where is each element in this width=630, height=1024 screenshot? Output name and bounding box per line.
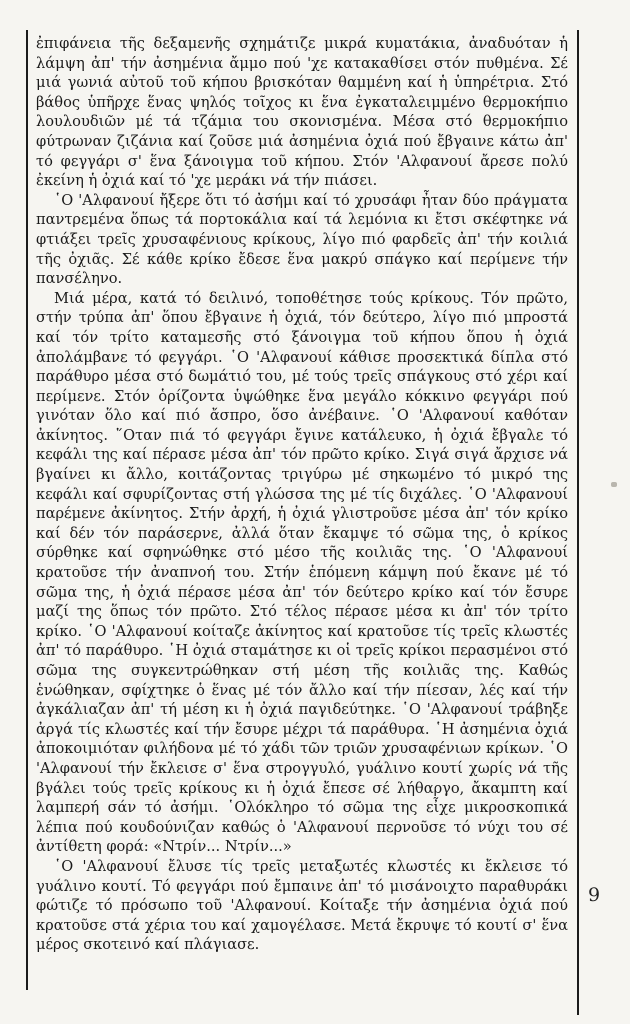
body-text — [36, 34, 568, 955]
left-margin-rule — [26, 30, 28, 990]
paragraph-1: ἐπιφάνεια τῆς δεξαμενῆς σχημάτιζε μικρά κυματάκια, ἀναδυόταν ἡ λάμψη ἀπ' τήν ἀσημένια ἄμμο πού 'χε κατακαθίσει στόν πυθμένα. Σέ μιά γωνιά αὐτοῦ τοῦ κήπου βρισκόταν θαμμένη καί ἡ ὑπηρέτρια. Στό βάθος ὑπῆρχε ἕνας ψηλός τοῖχος κι ἕνα ἐγκαταλειμμένο θερμοκήπιο λουλουδιῶν μέ τά τζάμια του σκονισμένα. Μέσα στό θερμοκήπιο φύτρωναν ζιζάνια καί ζοῦσε μιά ἀσημένια ὀχιά πού ἔβγαινε κάτω ἀπ' τό φεγγάρι σ' ἕνα ξάνοιγμα τοῦ κήπου. Στόν 'Αλφανουί ἄρεσε πολύ ἐκείνη ἡ ὀχιά καί τό 'χε μεράκι νά τήν πιάσει. — [36, 35, 568, 190]
right-margin-rule — [577, 30, 579, 1015]
page-number: 9 — [588, 884, 601, 906]
paragraph-3: Μιά μέρα, κατά τό δειλινό, τοποθέτησε τούς κρίκους. Τόν πρῶτο, στήν τρύπα ἀπ' ὅπου ἔβγαινε ἡ ὀχιά, τόν δεύτερο, λίγο πιό μπροστά καί τόν τρίτο καταμεσῆς στό ξάνοιγμα τοῦ κήπου ὅπου ἡ ὀχιά ἀπολάμβανε τό φεγγάρι. ῾Ο 'Αλφανουί κάθισε προσεκτικά δίπλα στό παράθυρο μέσα στό δωμάτιό του, μέ τούς τρεῖς σπάγκους στό χέρι καί περίμενε. Στόν ὁρίζοντα ὑψώθηκε ἕνα μεγάλο κόκκινο φεγγάρι πού γινόταν ὅλο καί πιό ἄσπρο, ὅσο ἀνέβαινε. ῾Ο 'Αλφανουί καθόταν ἀκίνητος. ῞Οταν πιά τό φεγγάρι ἔγινε κατάλευκο, ἡ ὀχιά ἔβγαλε τό κεφάλι της καί πέρασε μέσα ἀπ' τόν πρῶτο κρίκο. Σιγά σιγά ἄρχισε νά βγαίνει κι ἄλλο, κοιτάζοντας τριγύρω μέ σηκωμένο τό μικρό της κεφάλι καί σφυρίζοντας στή γλώσσα της μέ τίς διχάλες. ῾Ο 'Αλφανουί παρέμενε ἀκίνητος. Στήν ἀρχή, ἡ ὀχιά γλιστροῦσε μέσα ἀπ' τόν κρίκο καί δέν τόν παράσερνε, ἀλλά ὅταν ἔκαμψε τό σῶμα της, ὁ κρίκος σύρθηκε καί σφηνώθηκε στό μέσο τῆς κοιλιᾶς της. ῾Ο 'Αλφανουί κρατοῦσε τήν ἀναπνοή του. Στήν ἑπόμενη κάμψη πού ἔκανε μέ τό σῶμα της, ἡ ὀχιά πέρασε μέσα ἀπ' τόν δεύτερο κρίκο καί τόν ἔσυρε μαζί της ὅπως τόν πρῶτο. Στό τέλος πέρασε μέσα κι ἀπ' τόν τρίτο κρίκο. ῾Ο 'Αλφανουί κοίταζε ἀκίνητος καί κρατοῦσε τίς τρεῖς κλωστές ἀπ' τό παράθυρο. ῾Η ὀχιά σταμάτησε κι οἱ τρεῖς κρίκοι περασμένοι στό σῶμα της συγκεντρώθηκαν στή μέση τῆς κοιλιᾶς της. Καθώς ἑνώθηκαν, σφίχτηκε ὁ ἕνας μέ τόν ἄλλο καί τήν πίεσαν, λές καί τήν ἀγκάλιαζαν ἀπ' τή μέση κι ἡ ὀχιά παγιδεύτηκε. ῾Ο 'Αλφανουί τράβηξε ἀργά τίς κλωστές καί τήν ἔσυρε μέχρι τά παράθυρα. ῾Η ἀσημένια ὀχιά ἀποκοιμιόταν φιλήδονα μέ τό χάδι τῶν τριῶν χρυσαφένιων κρίκων. ῾Ο 'Αλφανουί τήν ἔκλεισε σ' ἕνα στρογγυλό, γυάλινο κουτί χωρίς νά τῆς βγάλει τούς τρεῖς κρίκους κι ἡ ὀχιά ἔπεσε σέ λήθαργο, ἄκαμπτη καί λαμπερή σάν τό ἀσήμι. ῾Ολόκληρο τό σῶμα της εἶχε μικροσκοπικά λέπια πού κουδούνιζαν καθώς ὁ 'Αλφανουί περνοῦσε τό νύχι του σέ ἀντίθετη φορά: «Ντρίν... Ντρίν...» — [36, 289, 568, 856]
scan-speck — [611, 482, 617, 487]
paragraph-4: ῾Ο 'Αλφανουί ἔλυσε τίς τρεῖς μεταξωτές κλωστές κι ἔκλεισε τό γυάλινο κουτί. Τό φεγγάρι πού ἔμπαινε ἀπ' τό μισάνοιχτο παραθυράκι φώτιζε τό πρόσωπο τοῦ 'Αλφανουί. Κοίταξε τήν ἀσημένια ὀχιά πού κρατοῦσε στά χέρια του καί χαμογέλασε. Μετά ἔκρυψε τό κουτί σ' ἕνα μέρος σκοτεινό καί πλάγιασε. — [36, 857, 568, 954]
paragraph-2: ῾Ο 'Αλφανουί ἤξερε ὅτι τό ἀσήμι καί τό χρυσάφι ἦταν δύο πράγματα παντρεμένα ὅπως τά πορτοκάλια καί τά λεμόνια κι ἔτσι σκέφτηκε νά φτιάξει τρεῖς χρυσαφένιους κρίκους, λίγο πιό φαρδεῖς ἀπ' τήν κοιλιά τῆς ὀχιᾶς. Σέ κάθε κρίκο ἔδεσε ἕνα μακρύ σπάγκο καί περίμενε τήν πανσέληνο. — [36, 191, 568, 288]
